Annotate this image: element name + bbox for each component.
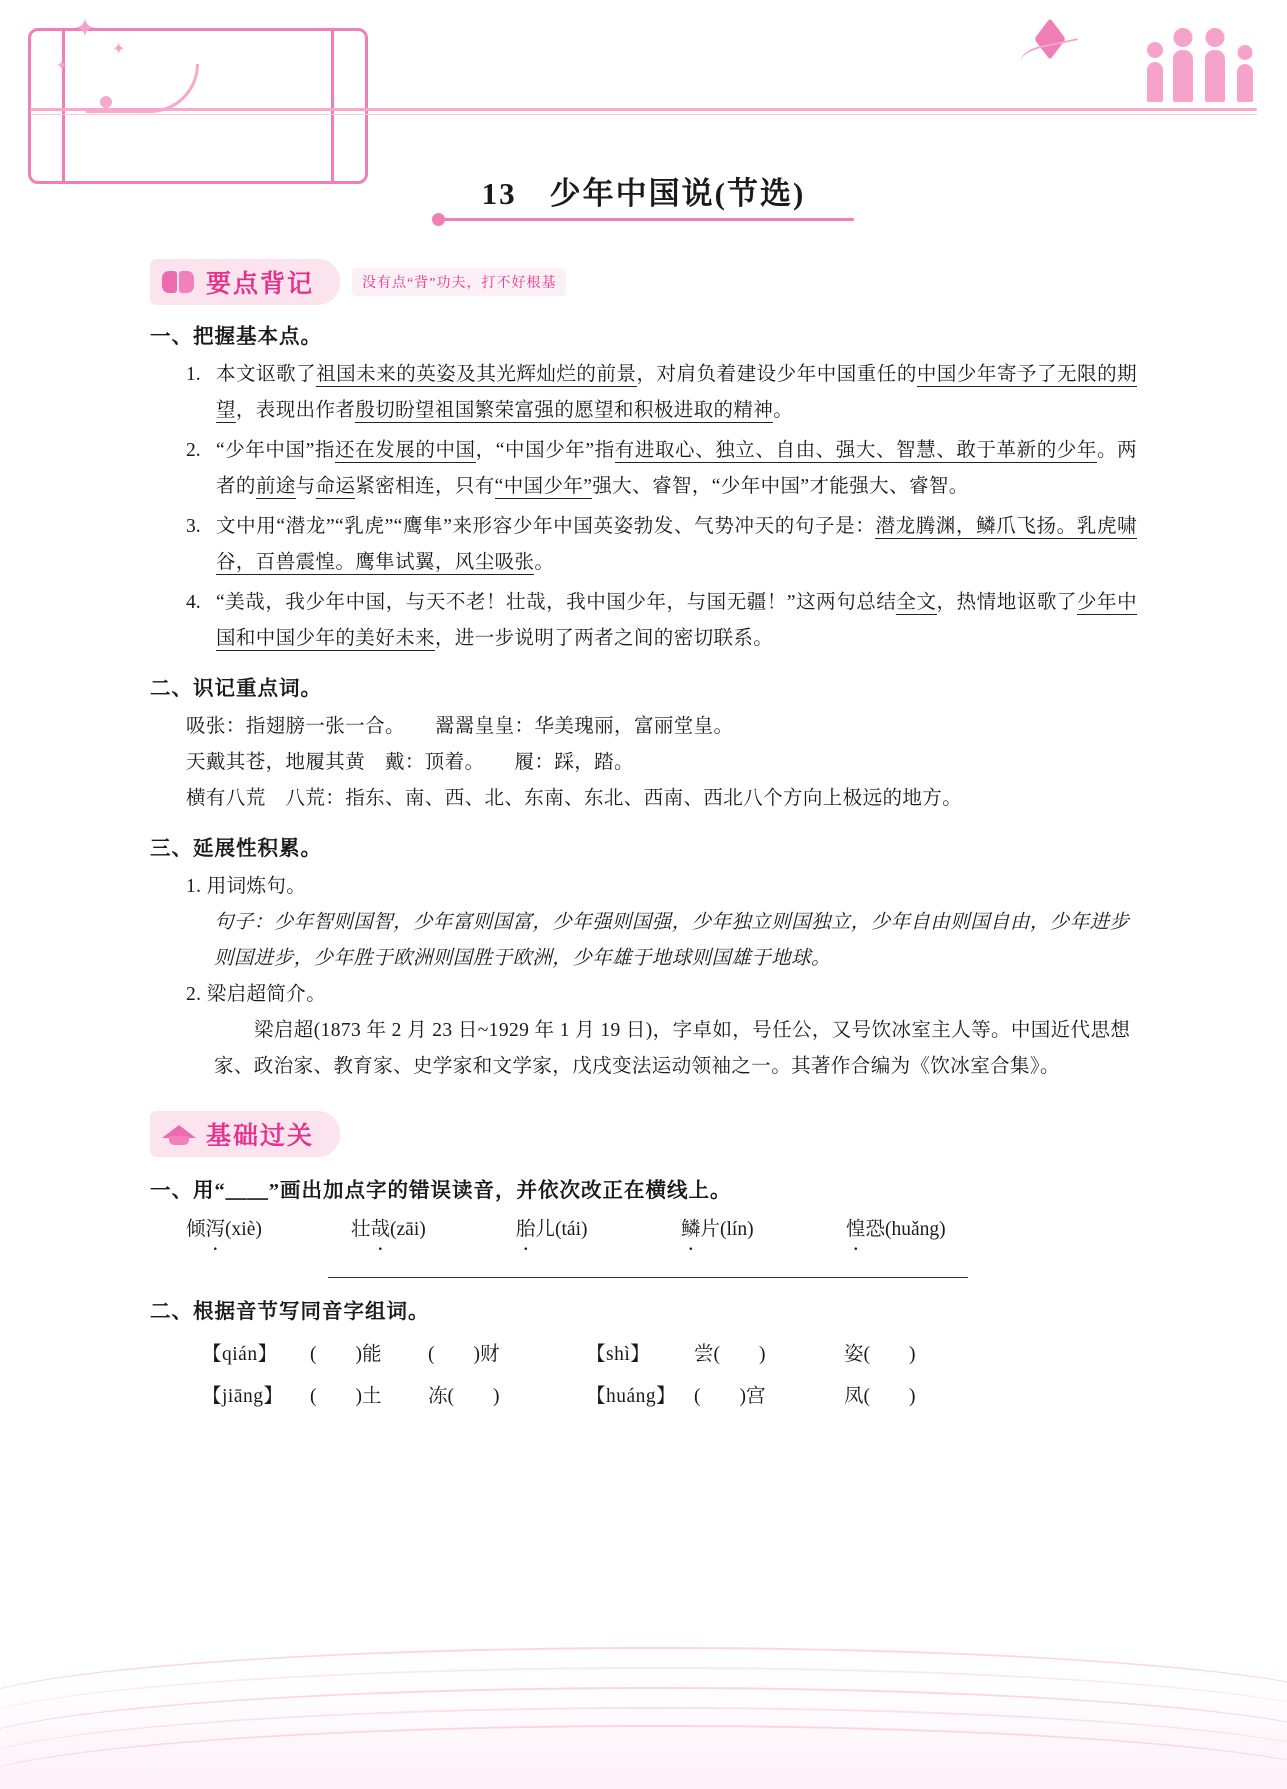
list-item-text: “少年中国”指还在发展的中国，“中国少年”指有进取心、独立、自由、强大、智慧、敢于革新的少年。两者的前途与命运紧密相连，只有“中国少年”强大、睿智，“少年中国”才能强大、睿智。 — [216, 440, 1137, 497]
answer-slot[interactable]: ( )土 — [310, 1386, 382, 1407]
answer-blank-line[interactable] — [328, 1257, 968, 1278]
list-item — [150, 357, 1137, 429]
list-item-number: 3. — [186, 516, 201, 537]
list-item-text: “美哉，我少年中国，与天不老！壮哉，我中国少年，与国无疆！”这两句总结全文，热情地讴歌了少年中国和中国少年的美好未来，进一步说明了两者之间的密切联系。 — [216, 592, 1137, 649]
homophone-row — [150, 1334, 1137, 1376]
pinyin-word: 鳞片(lín) — [681, 1219, 754, 1240]
answer-slot[interactable]: 冻( ) — [428, 1386, 500, 1407]
page-title — [150, 168, 1137, 221]
star-icon: ✦ — [74, 14, 96, 43]
page-footer-decoration — [0, 1639, 1287, 1789]
pinyin-word: 壮哉(zāi) — [351, 1219, 426, 1240]
pinyin-word: 倾泻(xiè) — [186, 1219, 262, 1240]
answer-slot[interactable]: 尝( ) — [694, 1344, 766, 1365]
vocab-line: 吸张：指翅膀一张一合。 翯翯皇皇：华美瑰丽，富丽堂皇。 — [186, 716, 734, 737]
page-title-text: 13 少年中国说(节选) — [481, 176, 806, 211]
exercise-2-title: 二、根据音节写同音字组词。 — [150, 1301, 430, 1323]
pinyin-tag: 【qián】 — [202, 1344, 278, 1365]
section-badge-label: 基础过关 — [206, 1123, 315, 1150]
section-badge — [150, 259, 340, 305]
list-item-text: 文中用“潜龙”“乳虎”“鹰隼”来形容少年中国英姿勃发、气势冲天的句子是：潜龙腾渊，鳞爪飞扬。乳虎啸谷，百兽震惶。鹰隼试翼，风尘吸张。 — [216, 516, 1137, 573]
open-book-icon — [162, 269, 196, 295]
pinyin-tag: 【shì】 — [586, 1344, 651, 1365]
list-item-text: 本文讴歌了祖国未来的英姿及其光辉灿烂的前景，对肩负着建设少年中国重任的中国少年寄予了无限的期望，表现出作者殷切盼望祖国繁荣富强的愿望和积极进取的精神。 — [216, 364, 1137, 421]
section-badge — [150, 1111, 340, 1157]
vocab-line: 横有八荒 八荒：指东、南、西、北、东南、东北、西南、西北八个方向上极远的地方。 — [186, 788, 963, 809]
answer-slot[interactable]: 姿( ) — [844, 1344, 916, 1365]
answer-slot[interactable]: 凤( ) — [844, 1386, 916, 1407]
subheading-three: 三、延展性积累。 — [150, 838, 322, 860]
list-item — [150, 585, 1137, 657]
pinyin-word: 胎儿(tái) — [516, 1219, 588, 1240]
answer-slot[interactable]: ( )宫 — [694, 1386, 766, 1407]
author-bio-text: 梁启超(1873 年 2 月 23 日~1929 年 1 月 19 日)，字卓如，号任公，又号饮冰室主人等。中国近代思想家、政治家、教育家、史学家和文学家，戊戌变法运动领袖之一。其著作合编为《饮冰室合集》。 — [214, 1020, 1131, 1077]
subheading-two: 二、识记重点词。 — [150, 678, 322, 700]
exercise-1-words — [150, 1213, 1137, 1241]
homophone-row — [150, 1376, 1137, 1418]
extension-sentence-text: 句子：少年智则国智，少年富则国富，少年强则国强，少年独立则国独立，少年自由则国自由，少年进步则国进步，少年胜于欧洲则国胜于欧洲，少年雄于地球则国雄于地球。 — [214, 912, 1130, 969]
list-item-number: 4. — [186, 592, 201, 613]
section-badge-label: 要点背记 — [206, 271, 315, 298]
title-dot — [432, 213, 445, 226]
subheading-one: 一、把握基本点。 — [150, 326, 322, 348]
pinyin-word: 惶恐(huǎng) — [846, 1219, 946, 1240]
section-header-basic-practice — [150, 1111, 1137, 1157]
extension-sub-two: 2. 梁启超简介。 — [186, 984, 327, 1005]
section-note: 没有点“背”功夫，打不好根基 — [352, 268, 566, 296]
answer-slot[interactable]: ( )财 — [428, 1344, 500, 1365]
extension-sub-one: 1. 用词炼句。 — [186, 876, 307, 897]
list-item — [150, 509, 1137, 581]
pinyin-tag: 【jiāng】 — [202, 1386, 284, 1407]
list-item-number: 2. — [186, 440, 201, 461]
exercise-1-title: 一、用“＿＿”画出加点字的错误读音，并依次改正在横线上。 — [150, 1180, 732, 1202]
answer-slot[interactable]: ( )能 — [310, 1344, 382, 1365]
list-item-number: 1. — [186, 364, 201, 385]
section-header-key-points — [150, 259, 1137, 305]
star-icon: ✦ — [112, 41, 126, 58]
list-item — [150, 433, 1137, 505]
pinyin-tag: 【huáng】 — [586, 1386, 677, 1407]
star-icon: ✦ — [56, 59, 68, 74]
vocab-line: 天戴其苍，地履其黄 戴：顶着。 履：踩，踏。 — [186, 752, 634, 773]
graduation-cap-icon — [162, 1121, 196, 1147]
